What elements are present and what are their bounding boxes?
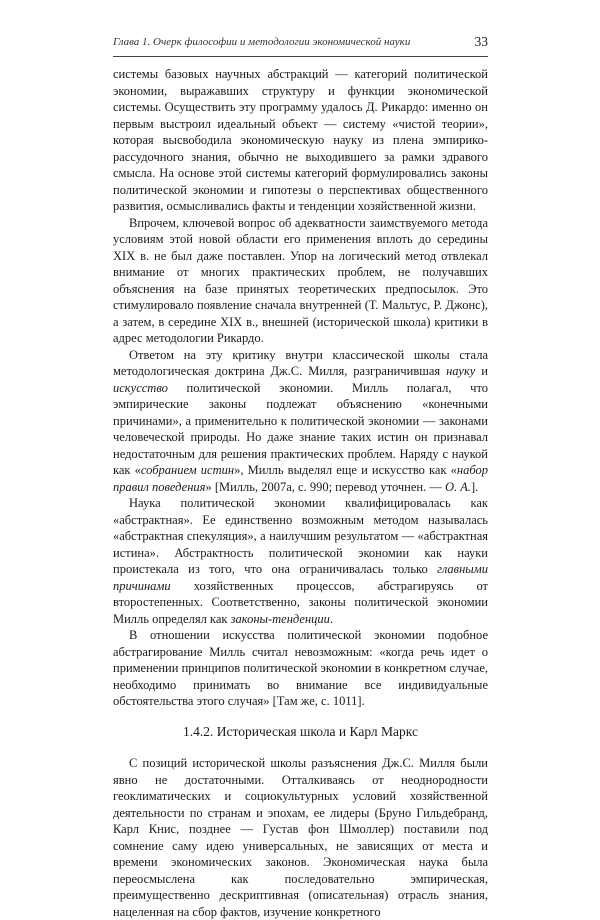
text-run: Наука политической экономии квалифицировалась как «абстрактная». Ее единственно возможным методом называлась «абстрактная спекуляция», а наилучшим результатом — «абстрактная истина». Абстрактность политической экономии как науки проистекала из того, что она ограничивалась только: [113, 496, 488, 576]
text-run: », Милль выделял еще и искусство как «: [234, 463, 457, 477]
italic-text: собранием истин: [140, 463, 235, 477]
text-run: политической экономии. Милль полагал, что эмпирические законы подлежат объяснению «конечными причинами», а применительно к политической экономии — законами человеческой природы. Но даже знание таких истин он признавал недостаточным для решения практических проблем. Наряду с наукой как «: [113, 380, 488, 477]
header-rule: [113, 56, 488, 57]
italic-text: законы-тенденции: [230, 611, 330, 626]
text-run: Ответом на эту критику внутри классической школы стала методологическая доктрина Дж.С. Милля, разграничившая: [113, 347, 488, 378]
paragraph: [113, 66, 488, 215]
italic-text: О. А.: [444, 479, 472, 494]
text-run: системы базовых научных абстракций — категорий политической экономии, выражавших структуру и функции экономической системы. Осуществить эту программу удалось Д. Рикардо: именно он первым выстроил идеальный объект — систему «чистой теории», которая высвободила экономическую науку из плена эмпирико-рассудочного знания, обычно не выходившего за рамки здравого смысла. На основе этой системы категорий формулировались законы политической экономии и гипотезы о перспективах общественного развития, осмысливались факты и тенденции хозяйственной жизни.: [113, 67, 488, 213]
italic-text: искусство: [113, 380, 168, 395]
text-run: В отношении искусства политической экономии подобное абстрагирование Милль считал невозможным: «когда речь идет о применении принципов политической экономии в конкретном случае, необходимо принимать во внимание все индивидуальные обстоятельства этого случая» [Там же, с. 1011].: [113, 628, 488, 708]
italic-text: главными причинами: [113, 562, 488, 593]
running-header: [113, 36, 488, 48]
body-text: [113, 66, 488, 920]
text-run: Впрочем, ключевой вопрос об адекватности заимствуемого метода условиям этой новой области его применения вплоть до середины XIX в. не был даже поставлен. Упор на логический метод отвлекал внимание от многих практических проблем, не получавших объяснения на базе принятых теоретических предпосылок. Это стимулировало появление сначала внутренней (Т. Мальтус, Р. Джонс), а затем, в середине XIX в., внешней (исторической школа) критики в адрес методологии Рикардо.: [113, 215, 488, 345]
italic-text: набор правил поведения: [113, 463, 488, 494]
paragraph: [113, 215, 488, 347]
paragraph: [113, 755, 488, 920]
text-run: ].: [471, 479, 479, 494]
text-run: .: [329, 611, 334, 626]
text-run: С позиций исторической школы разъяснения Дж.С. Милля были явно не достаточными. Отталкиваясь от неоднородности геоклиматических и социокультурных условий хозяйственной деятельности по странам и эпохам, ее лидеры (Бруно Гильдебранд, Карл Книс, позднее — Густав фон Шмоллер) поставили под сомнение саму идею универсальных, не зависящих от места и времени экономических законов. Экономическая наука была переосмыслена как последовательно эмпирическая, преимущественно дескриптивная (описательная) отрасль знания, нацеленная на сбор фактов, изучение конкретного: [113, 756, 488, 919]
text-run: хозяйственных процессов, абстрагируясь от второстепенных. Соответственно, законы политической экономии Милль определял как: [113, 578, 488, 626]
paragraph: [113, 627, 488, 710]
paragraph: [113, 495, 488, 627]
section-heading: [113, 724, 488, 741]
text-run: и: [475, 364, 488, 378]
page-number: 33: [474, 34, 488, 49]
text-run: 1.4.2. Историческая школа и Карл Маркс: [183, 723, 418, 739]
italic-text: науку: [446, 364, 476, 378]
text-run: » [Милль, 2007а, с. 990; перевод уточнен. —: [205, 479, 445, 494]
paragraph: [113, 347, 488, 496]
chapter-title: Глава 1. Очерк философии и методологии экономической науки: [113, 36, 411, 48]
